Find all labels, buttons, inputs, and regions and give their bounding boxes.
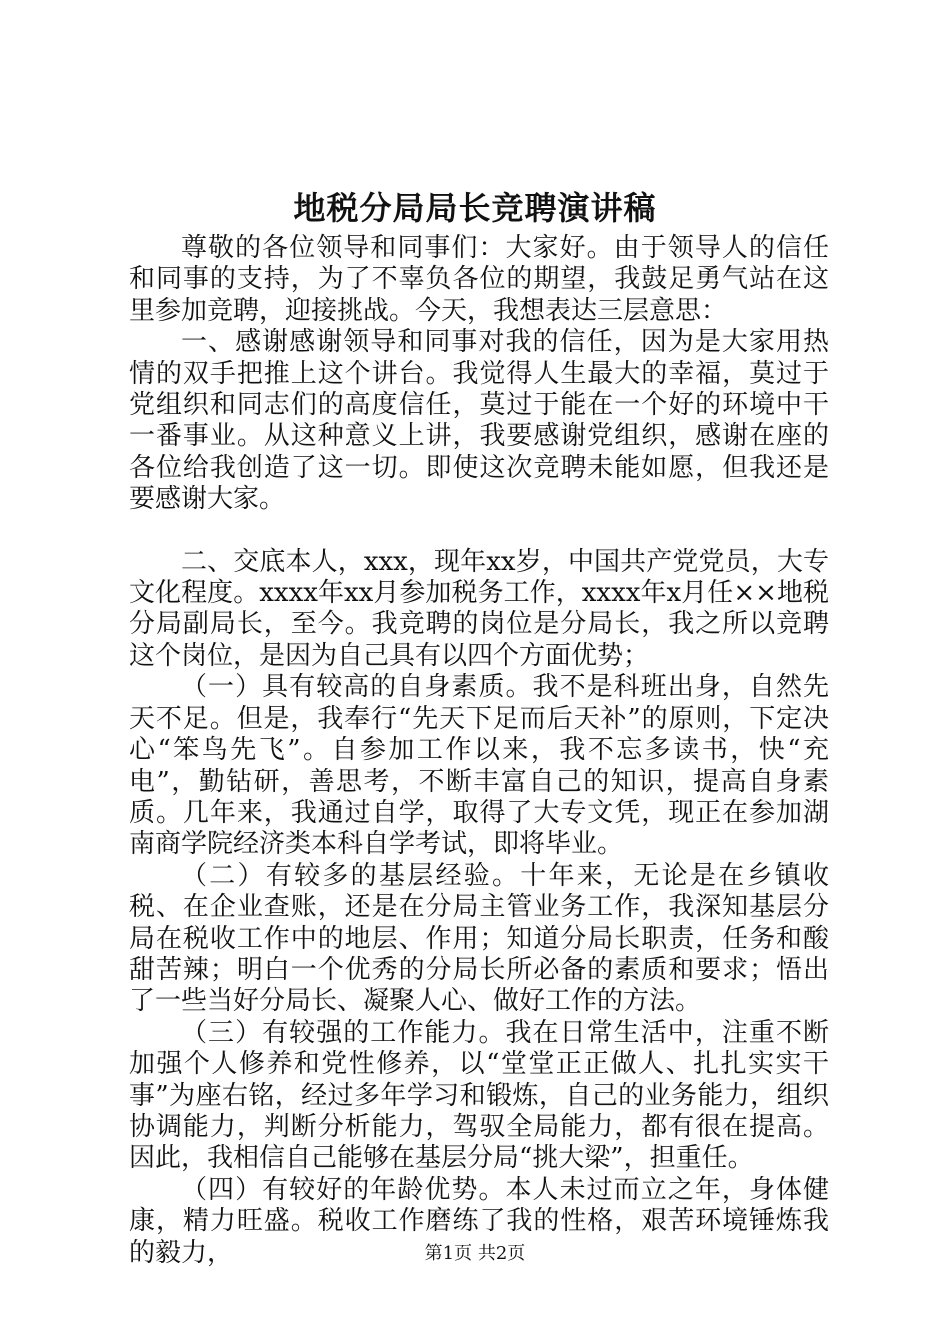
paragraph-introduction: 二、交底本人，xxx，现年xx岁，中国共产党党员，大专文化程度。xxxx年xx月参加税务工作，xxxx年x月任××地税分局副局长，至今。我竞聘的岗位是分局长，我之所以竞聘这个岗位，是因为自己具有以四个方面优势； — [129, 546, 829, 671]
paragraph-advantage-3: （三）有较强的工作能力。我在日常生活中，注重不断加强个人修养和党性修养，以“堂堂正正做人、扎扎实实干事”为座右铭，经过多年学习和锻炼，自己的业务能力，组织协调能力，判断分析能力，驾驭全局能力，都有很在提高。因此，我相信自己能够在基层分局“挑大梁”，担重任。 — [129, 1017, 829, 1174]
paragraph-advantage-1: （一）具有较高的自身素质。我不是科班出身，自然先天不足。但是，我奉行“先天下足而后天补”的原则，下定决心“笨鸟先飞”。自参加工作以来，我不忘多读书，快“充电”，勤钻研，善思考，不断丰富自己的知识，提高自身素质。几年来，我通过自学，取得了大专文凭，现正在参加湖南商学院经济类本科自学考试，即将毕业。 — [129, 672, 829, 860]
document-body — [129, 233, 829, 1269]
paragraph-advantage-2: （二）有较多的基层经验。十年来，无论是在乡镇收税、在企业查账，还是在分局主管业务工作，我深知基层分局在税收工作中的地层、作用；知道分局长职责，任务和酸甜苦辣；明白一个优秀的分局长所必备的素质和要求；悟出了一些当好分局长、凝聚人心、做好工作的方法。 — [129, 860, 829, 1017]
paragraph-advantage-4: （四）有较好的年龄优势。本人未过而立之年，身体健康，精力旺盛。税收工作磨练了我的性格，艰苦环境锤炼我的毅力， — [129, 1174, 829, 1268]
document-title: 地税分局局长竞聘演讲稿 — [293, 189, 657, 227]
paragraph-greeting: 尊敬的各位领导和同事们：大家好。由于领导人的信任和同事的支持，为了不辜负各位的期望，我鼓足勇气站在这里参加竞聘，迎接挑战。今天，我想表达三层意思： — [129, 233, 829, 326]
page-footer: 第1页 共2页 — [424, 1243, 526, 1264]
paragraph-thanks: 一、感谢感谢领导和同事对我的信任，因为是大家用热情的双手把推上这个讲台。我觉得人生最大的幸福，莫过于党组织和同志们的高度信任，莫过于能在一个好的环境中干一番事业。从这种意义上讲，我要感谢党组织，感谢在座的各位给我创造了这一切。即使这次竞聘未能如愿，但我还是要感谢大家。 — [129, 327, 829, 515]
